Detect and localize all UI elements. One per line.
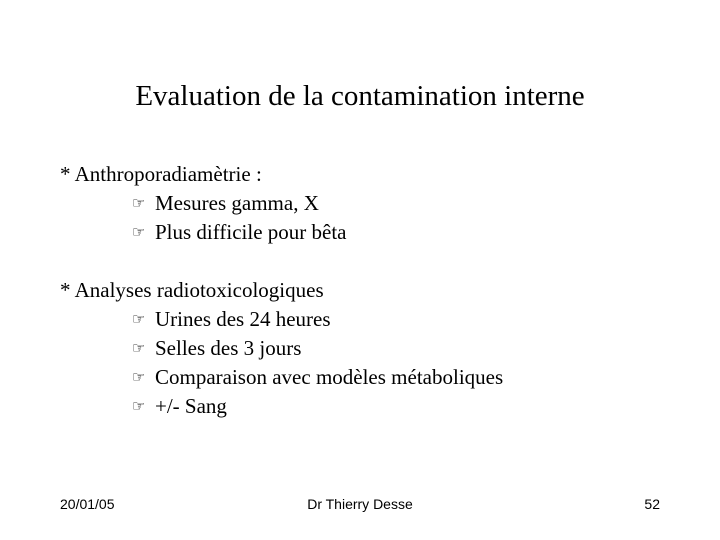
bullet-item xyxy=(60,218,347,247)
section-anthroporadiametrie xyxy=(60,160,347,247)
section-analyses-radiotoxicologiques xyxy=(60,276,503,421)
pointing-hand-icon: ☞ xyxy=(132,397,146,415)
bullet-item xyxy=(60,334,503,363)
bullet-text: Mesures gamma, X xyxy=(155,191,319,215)
slide-title: Evaluation de la contamination interne xyxy=(135,80,585,112)
bullet-item xyxy=(60,189,347,218)
footer-date: 20/01/05 xyxy=(60,496,115,512)
pointing-hand-icon: ☞ xyxy=(132,368,146,386)
bullet-text: +/- Sang xyxy=(155,394,227,418)
pointing-hand-icon: ☞ xyxy=(132,194,146,212)
footer-page-number: 52 xyxy=(644,496,660,512)
bullet-text: Plus difficile pour bêta xyxy=(155,220,347,244)
bullet-item xyxy=(60,305,503,334)
section-heading: * Analyses radiotoxicologiques xyxy=(60,278,324,302)
pointing-hand-icon: ☞ xyxy=(132,223,146,241)
bullet-text: Urines des 24 heures xyxy=(155,307,331,331)
bullet-text: Comparaison avec modèles métaboliques xyxy=(155,365,504,389)
bullet-item xyxy=(60,363,503,392)
footer-author: Dr Thierry Desse xyxy=(307,496,413,512)
bullet-item xyxy=(60,392,503,421)
pointing-hand-icon: ☞ xyxy=(132,339,146,357)
pointing-hand-icon: ☞ xyxy=(132,310,146,328)
bullet-text: Selles des 3 jours xyxy=(155,336,302,360)
section-heading: * Anthroporadiamètrie : xyxy=(60,162,262,186)
